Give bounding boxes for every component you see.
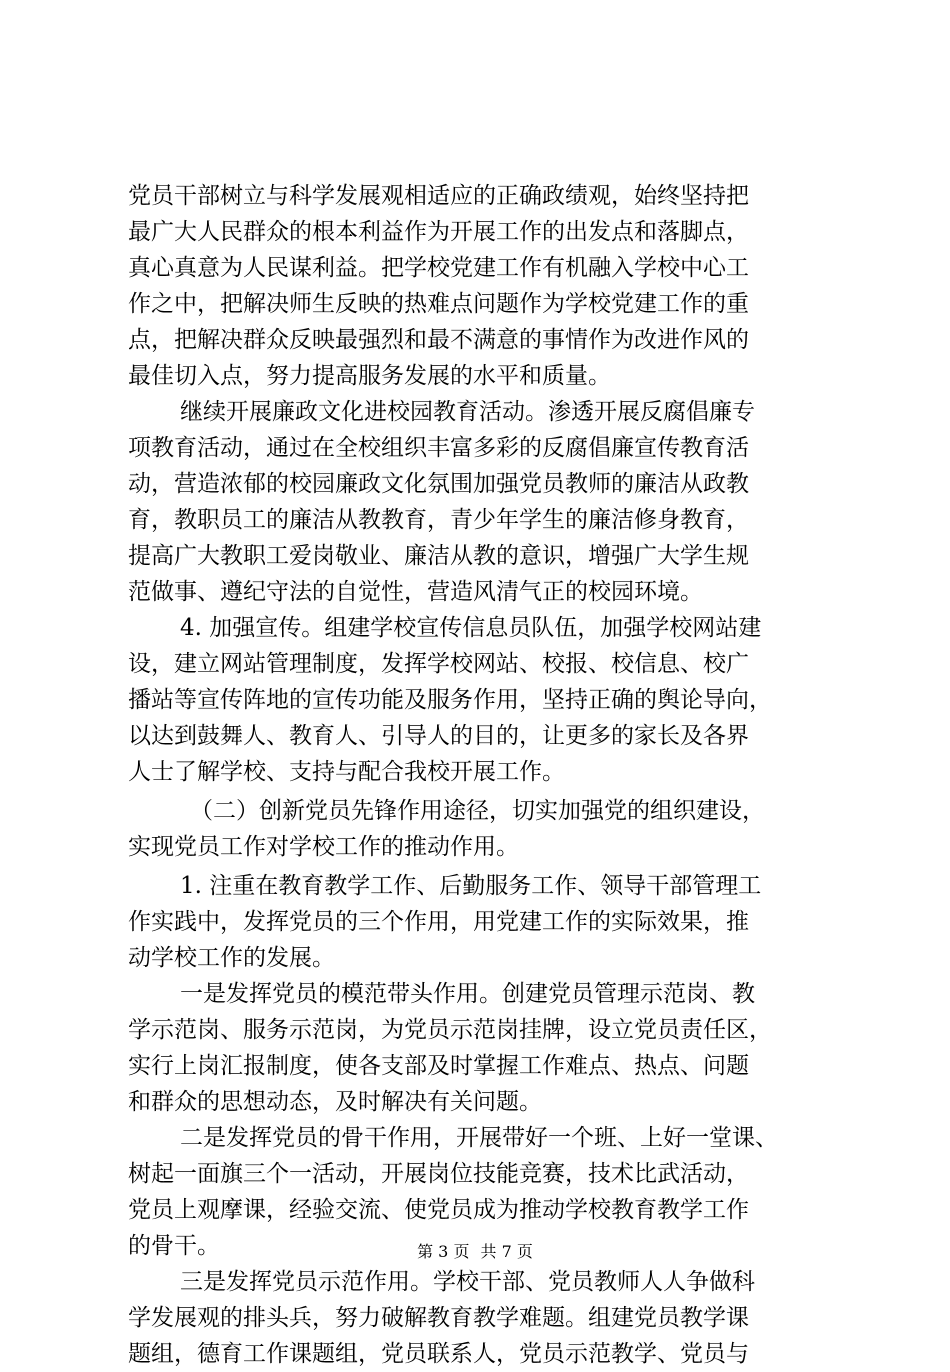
text-line: 范做事、遵纪守法的自觉性，营造风清气正的校园环境。 (128, 579, 703, 605)
section-heading-line: （二）创新党员先锋作用途径，切实加强党的组织建设， (190, 798, 765, 824)
paragraph-start-line: 一是发挥党员的模范带头作用。创建党员管理示范岗、教 (180, 981, 755, 1007)
text-line: 以达到鼓舞人、教育人、引导人的目的，让更多的家长及各界 (128, 723, 749, 749)
text-line: 最佳切入点，努力提高服务发展的水平和质量。 (128, 363, 611, 389)
text-line: 学发展观的排头兵，努力破解教育教学难题。组建党员教学课 (128, 1305, 749, 1331)
text-line: 和群众的思想动态，及时解决有关问题。 (128, 1089, 542, 1115)
text-line: 最广大人民群众的根本利益作为开展工作的出发点和落脚点， (128, 219, 749, 245)
text-line: 作实践中，发挥党员的三个作用，用党建工作的实际效果，推 (128, 909, 749, 935)
text-line: 党员干部树立与科学发展观相适应的正确政绩观，始终坚持把 (128, 183, 749, 209)
text-line: 党员上观摩课，经验交流、使党员成为推动学校教育教学工作 (128, 1197, 749, 1223)
text-line: 作之中，把解决师生反映的热难点问题作为学校党建工作的重 (128, 291, 749, 317)
page-number: 第 3 页 (417, 1242, 470, 1261)
paragraph-start-line: 二是发挥党员的骨干作用，开展带好一个班、上好一堂课、 (180, 1125, 778, 1151)
text-line: 题组，德育工作课题组，党员联系人，党员示范教学、党员与 (128, 1341, 749, 1367)
paragraph-start-line: 4. 加强宣传。组建学校宣传信息员队伍，加强学校网站建 (180, 615, 762, 641)
text-line: 真心真意为人民谋利益。把学校党建工作有机融入学校中心工 (128, 255, 749, 281)
text-line: 育，教职员工的廉洁从教教育，青少年学生的廉洁修身教育， (128, 507, 749, 533)
paragraph-start-line: 三是发挥党员示范作用。学校干部、党员教师人人争做科 (180, 1269, 755, 1295)
text-line: 的骨干。 (128, 1233, 220, 1259)
page-footer (0, 1242, 950, 1262)
text-line: 项教育活动，通过在全校组织丰富多彩的反腐倡廉宣传教育活 (128, 435, 749, 461)
text-line: 树起一面旗三个一活动，开展岗位技能竞赛，技术比武活动， (128, 1161, 749, 1187)
text-line: 动学校工作的发展。 (128, 945, 335, 971)
text-line: 播站等宣传阵地的宣传功能及服务作用，坚持正确的舆论导向， (128, 687, 772, 713)
section-heading-line: 实现党员工作对学校工作的推动作用。 (128, 834, 519, 860)
page-total: 共 7 页 (480, 1242, 533, 1261)
text-line: 点，把解决群众反映最强烈和最不满意的事情作为改进作风的 (128, 327, 749, 353)
text-line: 实行上岗汇报制度，使各支部及时掌握工作难点、热点、问题 (128, 1053, 749, 1079)
text-line: 动，营造浓郁的校园廉政文化氛围加强党员教师的廉洁从政教 (128, 471, 749, 497)
document-body (128, 178, 832, 1372)
text-line: 学示范岗、服务示范岗，为党员示范岗挂牌，设立党员责任区， (128, 1017, 772, 1043)
paragraph-start-line: 1. 注重在教育教学工作、后勤服务工作、领导干部管理工 (180, 873, 762, 899)
text-line: 提高广大教职工爱岗敬业、廉洁从教的意识，增强广大学生规 (128, 543, 749, 569)
paragraph-start-line: 继续开展廉政文化进校园教育活动。渗透开展反腐倡廉专 (180, 399, 755, 425)
text-line: 人士了解学校、支持与配合我校开展工作。 (128, 759, 565, 785)
text-line: 设，建立网站管理制度，发挥学校网站、校报、校信息、校广 (128, 651, 749, 677)
